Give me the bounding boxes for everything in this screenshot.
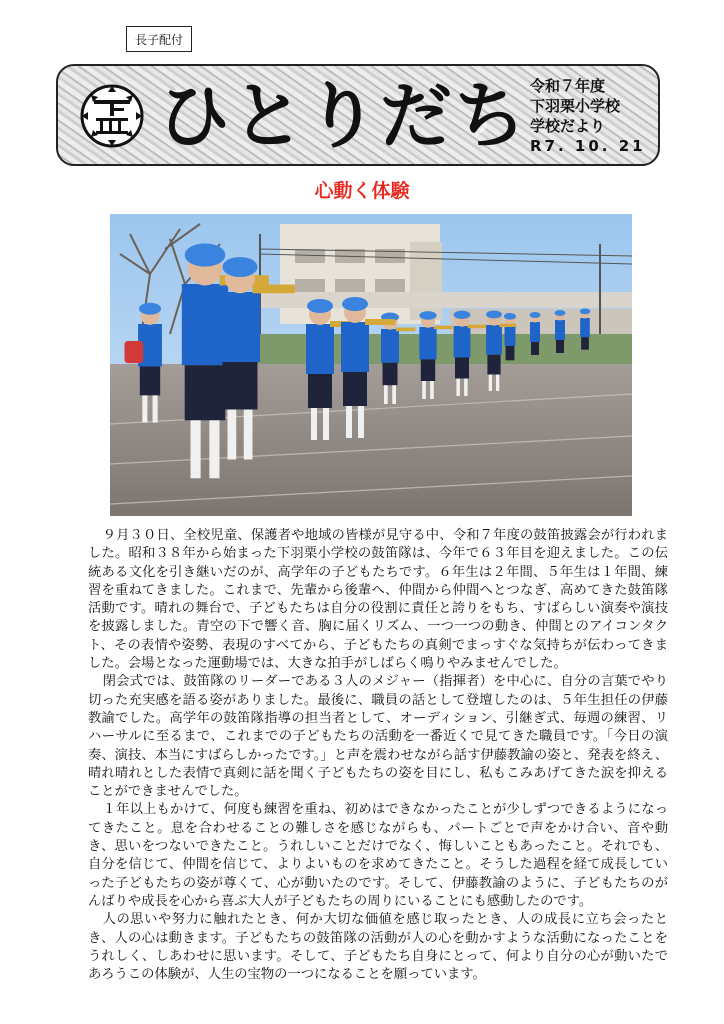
newsletter-banner xyxy=(56,64,660,166)
issue-date: R7. 10. 21 xyxy=(530,137,646,155)
distribution-label: 長子配付 xyxy=(126,26,192,52)
band-performance-photo xyxy=(110,214,632,516)
article-headline: 心動く体験 xyxy=(314,180,410,202)
school-name: 下羽栗小学校 xyxy=(530,97,621,115)
publication-name: 学校だより xyxy=(530,117,606,135)
school-year: 令和７年度 xyxy=(530,77,606,95)
school-emblem-icon xyxy=(80,84,144,148)
article-body xyxy=(88,527,668,984)
banner-info xyxy=(530,76,646,156)
article-paragraph: ９月３０日、全校児童、保護者や地域の皆様が見守る中、令和７年度の鼓笛披露会が行われました。昭和３８年から始まった下羽栗小学校の鼓笛隊は、今年で６３年目を迎えました。この伝統ある文化を引き継いだのが、高学年の子どもたちです。６年生は２年間、５年生は１年間、練習を重ねてきました。これまで、先輩から後輩へ、仲間から仲間へとつなぎ、高めてきた鼓笛隊活動です。晴れの舞台で、子どもたちは自分の役割に責任と誇りをもち、すばらしい演奏や演技を披露しました。青空の下で響く音、胸に届くリズム、一つ一つの動き、仲間とのアイコンタクト、その表情や姿勢、表現のすべてから、子どもたちの真剣でまっすぐな気持ちが伝わってきました。会場となった運動場では、大きな拍手がしばらく鳴りやみませんでした。 xyxy=(88,528,668,672)
article-paragraph: １年以上もかけて、何度も練習を重ね、初めはできなかったことが少しずつできるようになってきたこと。息を合わせることの難しさを感じながらも、パートごとで声をかけ合い、音や動き、思いをつないできたこと。うれしいことだけでなく、悔しいこともあったこと。それでも、自分を信じて、仲間を信じて、よりよいものを求めてきたこと。そうした過程を経て成長していった子どもたちの姿が尊くて、心が動いたのです。そして、伊藤教諭のように、子どもたちのがんばりや成長を心から喜ぶ大人が子どもたちの周りにいることにも感動したのです。 xyxy=(88,802,668,909)
article-paragraph: 閉会式では、鼓笛隊のリーダーである３人のメジャー（指揮者）を中心に、自分の言葉でやり切った充実感を語る姿がありました。最後に、職員の話として登壇したのは、５年生担任の伊藤教諭でした。高学年の鼓笛隊指導の担当者として、オーディション、引継ぎ式、毎週の練習、リハーサルに至るまで、これまでの子どもたちの活動を一番近くで見てきた職員です。「今日の演奏、演技、本当にすばらしかったです。」と声を震わせながら話す伊藤教諭の姿と、発表を終え、晴れ晴れとした表情で真剣に話を聞く子どもたちの姿を目にし、私もこみあげてきた涙を抑えることができませんでした。 xyxy=(88,674,668,800)
newsletter-title: ひとりだち xyxy=(158,74,529,158)
article-paragraph: 人の思いや努力に触れたとき、何か大切な価値を感じ取ったとき、人の成長に立ち会ったとき、人の心は動きます。子どもたちの鼓笛隊の活動が人の心を動かすような活動になったことをうれしく、しあわせに思います。そして、子どもたち自身にとって、何より自分の心が動いたであろうこの体験が、人生の宝物の一つになることを願っています。 xyxy=(88,912,668,983)
